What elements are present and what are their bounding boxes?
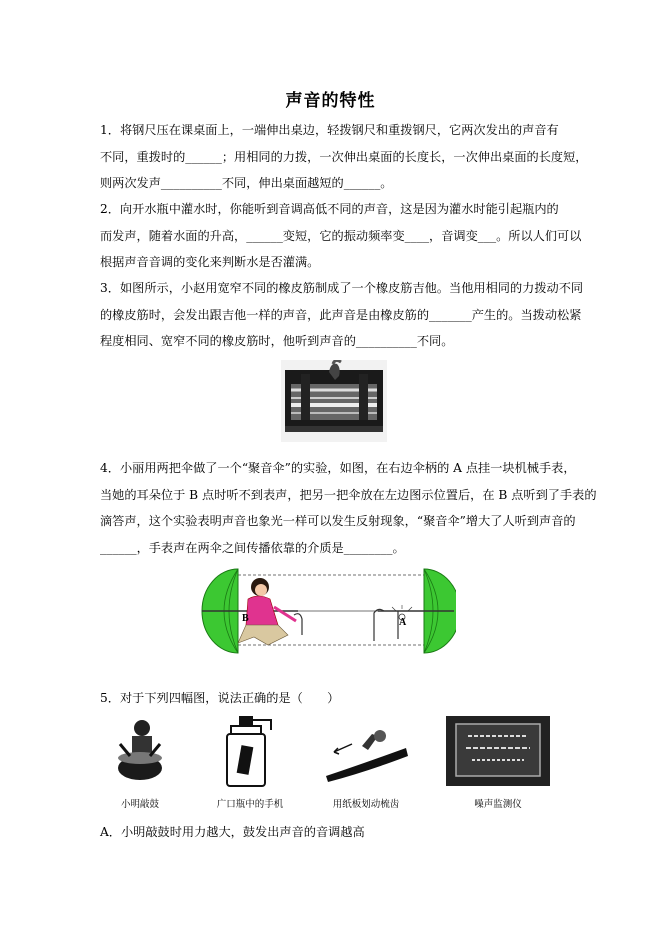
page-title: 声音的特性 <box>285 91 376 111</box>
question-3-line-2: 的橡皮筋时，会发出跟吉他一样的声音，此声音是由橡皮筋的_______产生的。当拨动松紧 <box>100 307 582 322</box>
question-3-line-3: 程度相同、宽窄不同的橡皮筋时，他听到声音的__________不同。 <box>100 334 454 348</box>
question-1-line-2: 不同，重拨时的______；用相同的力拨，一次伸出桌面的长度长，一次伸出桌面的长度短， <box>100 149 588 164</box>
question-1-line-1: 1．将钢尺压在课桌面上，一端伸出桌边，轻拨钢尺和重拨钢尺，它两次发出的声音有 <box>100 123 559 137</box>
question-4-line-4: ______，手表声在两伞之间传播依靠的介质是________。 <box>100 540 405 555</box>
question-5-stem: 5．对于下列四幅图，说法正确的是（ ） <box>100 691 340 705</box>
question-5-option-a-block <box>100 819 570 846</box>
question-4 <box>100 455 597 561</box>
jar-phone-picture <box>225 716 275 788</box>
question-2-line-3: 根据声音音调的变化来判断水是否灌满。 <box>100 255 320 269</box>
point-a-label: A <box>399 617 407 628</box>
point-b-label: B <box>242 613 249 624</box>
caption-jar-phone: 广口瓶中的手机 <box>216 799 284 810</box>
caption-drum: 小明敲鼓 <box>120 799 159 810</box>
question-2 <box>100 196 582 276</box>
rubber-band-guitar-figure <box>281 360 387 442</box>
question-3 <box>100 275 584 355</box>
umbrella-experiment-figure <box>198 565 456 657</box>
question-4-line-1: 4．小丽用两把伞做了一个“聚音伞”的实验，如图，在右边伞柄的 A 点挂一块机械手表， <box>100 461 576 475</box>
caption-noise-monitor: 噪声监测仪 <box>474 799 522 810</box>
question-5-option-a: A．小明敲鼓时用力越大，鼓发出声音的音调越高 <box>100 825 365 839</box>
caption-comb: 用纸板划动梳齿 <box>332 799 400 810</box>
question-1-line-3: 则两次发声__________不同，伸出桌面越短的______。 <box>100 176 393 190</box>
noise-monitor-picture <box>446 716 550 786</box>
comb-cardboard-picture <box>322 726 410 782</box>
question-3-line-1: 3．如图所示，小赵用宽窄不同的橡皮筋制成了一个橡皮筋吉他。当他用相同的力拨动不同 <box>100 281 584 295</box>
question-1 <box>100 117 588 197</box>
question-4-line-3: 滴答声，这个实验表明声音也象光一样可以发生反射现象，“聚音伞”增大了人听到声音的 <box>100 514 576 528</box>
drum-picture <box>110 716 172 788</box>
question-2-line-2: 而发声，随着水面的升高，______变短，它的振动频率变____，音调变___。所以人们可以 <box>100 228 582 243</box>
question-5 <box>100 685 570 712</box>
question-4-line-2: 当她的耳朵位于 B 点时听不到表声，把另一把伞放在左边图示位置后，在 B 点听到了手表的 <box>100 487 597 502</box>
question-2-line-1: 2．向开水瓶中灌水时，你能听到音调高低不同的声音，这是因为灌水时能引起瓶内的 <box>100 202 559 216</box>
